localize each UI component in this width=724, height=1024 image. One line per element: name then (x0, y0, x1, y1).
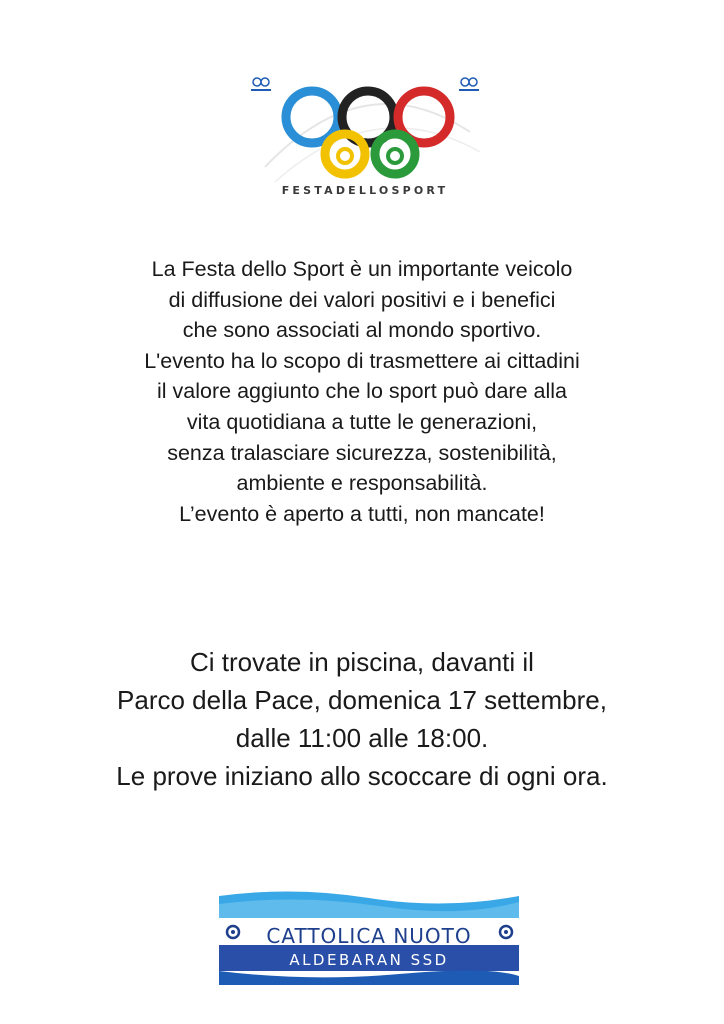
intro-line: che sono associati al mondo sportivo. (182, 318, 542, 343)
intro-line: ambiente e responsabilità. (236, 471, 488, 496)
intro-line: La Festa dello Sport è un importante veicolo (151, 257, 573, 281)
intro-line: L’evento è aperto a tutti, non mancate! (179, 501, 545, 526)
intro-line: vita quotidiana a tutte le generazioni, (186, 409, 538, 434)
olympic-rings-icon (245, 72, 485, 202)
intro-line: di diffusione dei valori positivi e i benefici (168, 287, 556, 312)
festa-dello-sport-logo (245, 72, 485, 202)
cattolica-emblem-right-icon (459, 78, 479, 91)
intro-line: L'evento ha lo scopo di trasmettere ai cittadini (144, 348, 580, 373)
club-subtitle: ALDEBARAN SSD (289, 951, 449, 969)
logo-caption: FESTADELLOSPORT (281, 184, 449, 197)
club-name: CATTOLICA NUOTO (266, 924, 472, 948)
intro-line: senza tralasciare sicurezza, sostenibilità, (167, 440, 557, 465)
details-line: dalle 11:00 alle 18:00. (235, 723, 489, 753)
intro-line: il valore aggiunto che lo sport può dare alla (157, 379, 567, 404)
details-line: Parco della Pace, domenica 17 settembre, (117, 685, 607, 715)
details-line: Le prove iniziano allo scoccare di ogni ora. (116, 761, 608, 791)
event-details (30, 643, 694, 795)
intro-paragraph (40, 254, 684, 529)
cattolica-emblem-left-icon (251, 78, 271, 91)
details-line: Ci trovate in piscina, davanti il (190, 647, 534, 677)
